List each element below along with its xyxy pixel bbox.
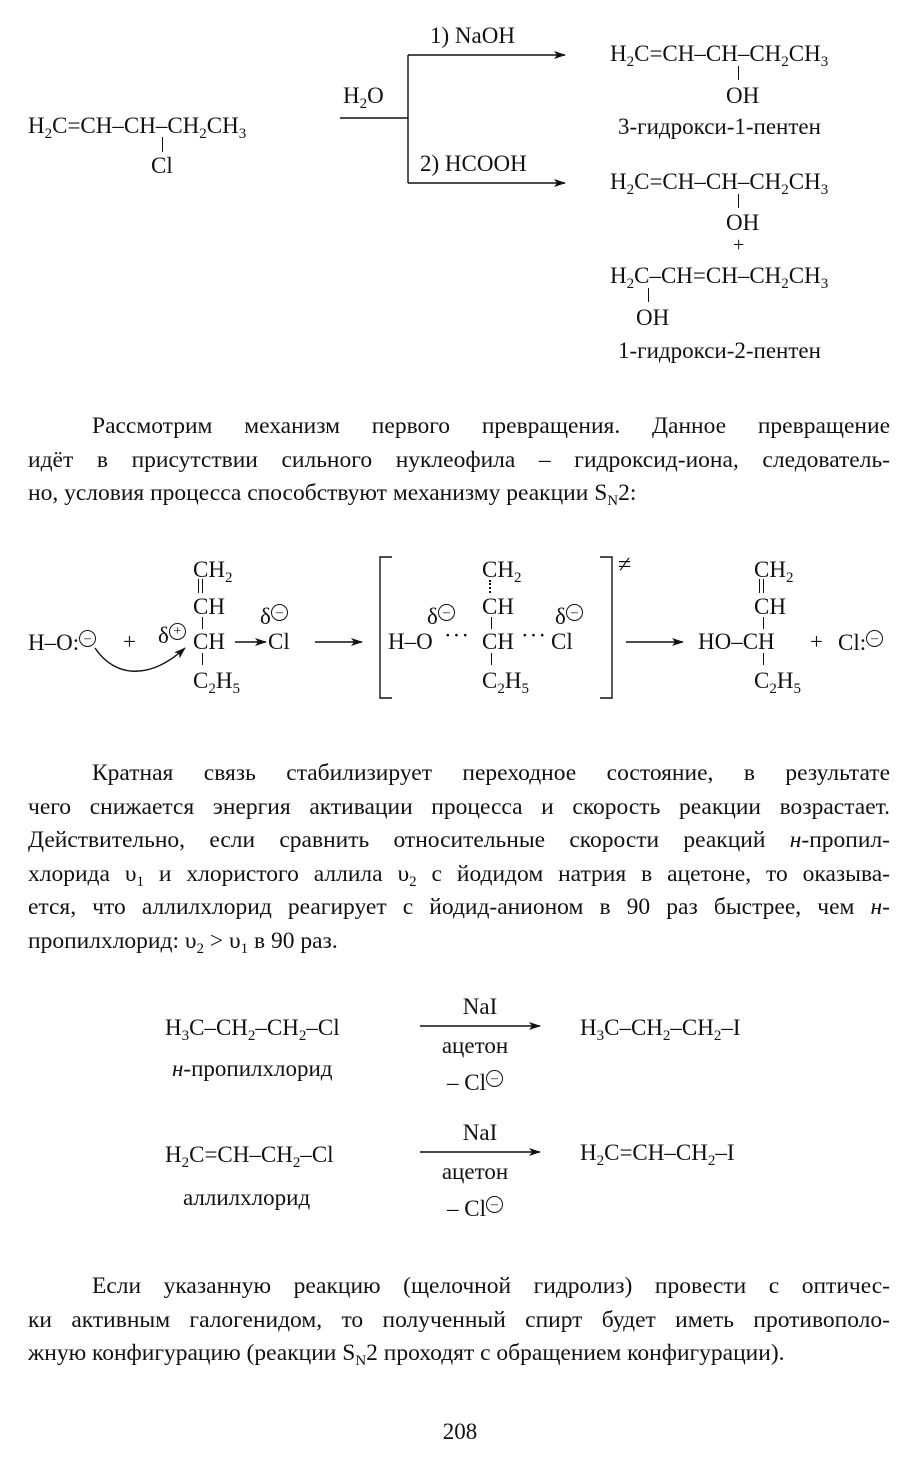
product-alcohol: HO–CH <box>698 629 775 654</box>
ts-ch-center: CH <box>482 629 514 654</box>
ts-mark: ≠ <box>618 552 632 578</box>
curved-arrow <box>95 648 185 671</box>
product-2b-formula: $H_2C-CH=CH-CH_2CH_3$ <box>610 263 829 292</box>
bond-line <box>648 288 649 302</box>
plus-sign: + <box>733 234 745 256</box>
hydroxide-ion: H–O: – <box>28 630 96 654</box>
ts-double-bond <box>489 580 491 593</box>
ts-partial-negative-o: δ – <box>427 604 455 628</box>
propyl-iodide-formula: $H_3C-CH_2-CH_2-I$ <box>580 1015 741 1044</box>
bond-line <box>202 653 203 665</box>
chloride-ion: Cl: – <box>838 630 883 654</box>
ts-bracket-right <box>600 557 612 698</box>
paragraph-1: Рассмотрим механизм первого превращения. Данное превращение идёт в присутствии сильного нуклеофила – гидроксид-иона, следователь- но, условия процесса способствуют механизму реакции $S_N2$: <box>28 413 890 510</box>
bond-line <box>763 617 764 629</box>
bond-line <box>491 617 492 629</box>
ts-chlorine: Cl <box>551 629 573 654</box>
condition-1: 1) NaOH <box>430 23 515 48</box>
allyl-chloride-formula: $H_2C=CH-CH_2-Cl$ <box>165 1142 334 1171</box>
paragraph-2: Кратная связь стабилизирует переходное состояние, в результате чего снижается энергия активации процесса и скорость реакции возрастает. Действительно, если сравнить относительные скорости реакций н-пропил- хлорида $\upsilon_1$ и хлористого аллила $\upsilon_2$ с йодидом натрия в ацетоне, то оказыва- ется, что аллилхлорид реагирует с йодид-анионом в 90 раз быстрее, чем н- пропилхлорид: $\upsilon_2 > \upsilon_1$ в 90 раз. <box>28 760 890 957</box>
ts-partial-bond-left: ··· <box>444 623 470 648</box>
paragraph-3: Если указанную реакцию (щелочной гидролиз) провести с оптичес- ки активным галогенидом, то полученный спирт будет иметь противополо- жную конфигурацию (реакции $S_N2$ проходят с обращением конфигурации). <box>28 1273 890 1370</box>
product-2a-substituent: OH <box>726 210 760 235</box>
double-bond <box>759 579 764 593</box>
partial-positive: δ + <box>158 623 186 647</box>
ts-bracket-left <box>380 557 392 698</box>
bond-line <box>202 617 203 629</box>
ts-ch2: $CH_2$ <box>482 557 522 586</box>
product-1-formula: $H_2C=CH-CH-CH_2CH_3$ <box>610 41 829 70</box>
product-ethyl: $C_2H_5$ <box>754 668 801 697</box>
ch-group: CH <box>193 594 225 619</box>
reagent-label: NaI <box>462 994 498 1019</box>
allyl-chloride-name: аллилхлорид <box>183 1185 311 1210</box>
ts-partial-negative-cl: δ – <box>555 604 583 628</box>
bond-line <box>738 194 739 208</box>
product-2b-substituent: OH <box>636 305 670 330</box>
double-bond <box>198 579 203 593</box>
bond-line <box>738 66 739 80</box>
ts-ch: CH <box>482 594 514 619</box>
page-number: 208 <box>442 1419 478 1444</box>
ts-ethyl: $C_2H_5$ <box>482 668 529 697</box>
propyl-chloride-name: н-пропилхлорид <box>172 1056 333 1081</box>
ethyl-group: $C_2H_5$ <box>193 668 240 697</box>
reactant-formula: $H_2C=CH-CH-CH_2CH_3$ <box>28 113 247 142</box>
ch2-group: $CH_2$ <box>193 557 233 586</box>
solvent-label: $H_2O$ <box>343 83 384 112</box>
propyl-chloride-formula: $H_3C-CH_2-CH_2-Cl$ <box>165 1015 340 1044</box>
solvent-label: ацетон <box>441 1033 509 1058</box>
partial-negative: δ – <box>260 604 288 628</box>
bond-line <box>491 653 492 665</box>
allyl-iodide-formula: $H_2C=CH-CH_2-I$ <box>580 1140 735 1169</box>
plus-sign: + <box>123 629 136 654</box>
product-1-name: 3-гидрокси-1-пентен <box>618 114 821 139</box>
product-2-name: 1-гидрокси-2-пентен <box>618 338 821 363</box>
plus-sign: + <box>810 629 823 654</box>
chlorine-atom: Cl <box>268 629 290 654</box>
ts-hydroxyl: H–O <box>388 629 433 654</box>
ch-center: CH <box>193 629 225 654</box>
condition-2: 2) HCOOH <box>420 151 527 176</box>
bond-line <box>763 653 764 665</box>
bond-line <box>162 137 163 152</box>
solvent-label: ацетон <box>441 1159 509 1184</box>
product-2a-formula: $H_2C=CH-CH-CH_2CH_3$ <box>610 169 829 198</box>
reagent-label: NaI <box>462 1120 498 1145</box>
product-ch: CH <box>754 594 786 619</box>
leaving-group: – Cl – <box>420 1196 530 1220</box>
ts-partial-bond-right: ··· <box>521 623 547 648</box>
product-1-substituent: OH <box>726 83 760 108</box>
reactant-substituent: Cl <box>151 153 173 178</box>
leaving-group: – Cl – <box>420 1070 530 1094</box>
product-ch2: $CH_2$ <box>754 557 794 586</box>
